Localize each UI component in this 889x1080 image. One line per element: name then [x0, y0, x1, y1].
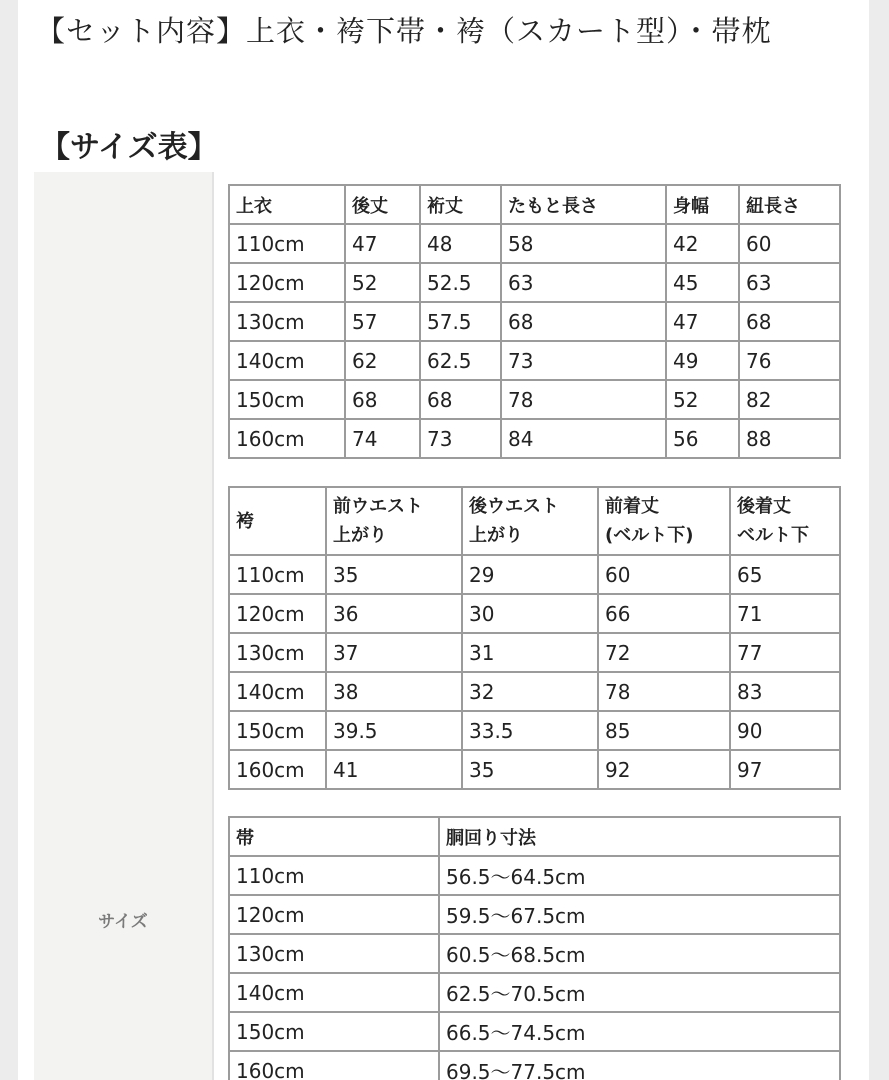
hakama-size-table	[228, 486, 841, 790]
table-cell: 73	[501, 341, 666, 380]
table-cell: 82	[739, 380, 840, 419]
table-cell: 37	[326, 633, 462, 672]
size-table-heading: 【サイズ表】	[40, 130, 218, 165]
header-line: ベルト下	[737, 525, 809, 546]
table-cell: 120cm	[229, 895, 439, 934]
table-cell: 47	[666, 302, 739, 341]
table-cell: 140cm	[229, 341, 345, 380]
top-garment-size-table	[228, 184, 841, 459]
header-cell	[462, 487, 598, 555]
table-cell: 84	[501, 419, 666, 458]
obi-size-table	[228, 816, 841, 1080]
table-cell: 97	[730, 750, 840, 789]
table-cell: 38	[326, 672, 462, 711]
header-line: 袴	[236, 510, 254, 532]
table-cell: 63	[501, 263, 666, 302]
table-cell: 78	[501, 380, 666, 419]
table-row	[229, 224, 840, 263]
table-cell: 130cm	[229, 302, 345, 341]
table-row	[229, 973, 840, 1012]
table-cell: 160cm	[229, 1051, 439, 1080]
table-cell: 47	[345, 224, 420, 263]
table-row	[229, 555, 840, 594]
page-content	[18, 0, 869, 1080]
header-cell	[326, 487, 462, 555]
header-line: 前着丈	[605, 496, 659, 517]
header-cell: たもと長さ	[501, 185, 666, 224]
table-row	[229, 895, 840, 934]
header-line: (ベルト下)	[605, 525, 694, 546]
header-cell	[229, 487, 326, 555]
header-cell: 裄丈	[420, 185, 501, 224]
table-cell: 49	[666, 341, 739, 380]
table-cell: 120cm	[229, 594, 326, 633]
table-cell: 60.5～68.5cm	[439, 934, 840, 973]
table-row	[229, 341, 840, 380]
table-cell: 160cm	[229, 750, 326, 789]
table-cell: 130cm	[229, 633, 326, 672]
header-line: 後ウエスト	[469, 496, 559, 517]
table-cell: 30	[462, 594, 598, 633]
table-cell: 90	[730, 711, 840, 750]
table-row	[229, 934, 840, 973]
header-cell: 胴回り寸法	[439, 817, 840, 856]
header-cell	[598, 487, 730, 555]
table-row	[229, 750, 840, 789]
header-cell: 身幅	[666, 185, 739, 224]
header-cell: 帯	[229, 817, 439, 856]
table-cell: 66.5～74.5cm	[439, 1012, 840, 1051]
table-row	[229, 594, 840, 633]
table-cell: 39.5	[326, 711, 462, 750]
table-row	[229, 380, 840, 419]
table-cell: 52.5	[420, 263, 501, 302]
table-cell: 92	[598, 750, 730, 789]
table-cell: 68	[420, 380, 501, 419]
header-line: 後着丈	[737, 496, 791, 517]
table-cell: 32	[462, 672, 598, 711]
size-label-column	[34, 172, 212, 1080]
table-row	[229, 419, 840, 458]
table-cell: 35	[462, 750, 598, 789]
table-cell: 69.5～77.5cm	[439, 1051, 840, 1080]
table-cell: 85	[598, 711, 730, 750]
table-cell: 62	[345, 341, 420, 380]
table-cell: 56.5～64.5cm	[439, 856, 840, 895]
table-cell: 62.5	[420, 341, 501, 380]
table-cell: 72	[598, 633, 730, 672]
table-cell: 59.5～67.5cm	[439, 895, 840, 934]
table-cell: 29	[462, 555, 598, 594]
table-cell: 60	[598, 555, 730, 594]
table-header-row	[229, 487, 840, 555]
table-cell: 36	[326, 594, 462, 633]
header-line: 上がり	[333, 525, 387, 546]
table-cell: 57	[345, 302, 420, 341]
table-cell: 48	[420, 224, 501, 263]
table-row	[229, 263, 840, 302]
table-row	[229, 302, 840, 341]
table-cell: 63	[739, 263, 840, 302]
header-line: 上がり	[469, 525, 523, 546]
table-cell: 150cm	[229, 1012, 439, 1051]
set-contents-text: 【セット内容】上衣・袴下帯・袴（スカート型）・帯枕	[36, 14, 772, 48]
column-divider	[212, 172, 214, 1080]
table-cell: 150cm	[229, 380, 345, 419]
header-line: 前ウエスト	[333, 496, 423, 517]
table-cell: 73	[420, 419, 501, 458]
table-header-row	[229, 185, 840, 224]
header-cell	[730, 487, 840, 555]
table-cell: 60	[739, 224, 840, 263]
table-row	[229, 711, 840, 750]
table-cell: 52	[345, 263, 420, 302]
table-cell: 52	[666, 380, 739, 419]
table-header-row	[229, 817, 840, 856]
table-cell: 71	[730, 594, 840, 633]
table-cell: 120cm	[229, 263, 345, 302]
table-cell: 57.5	[420, 302, 501, 341]
table-cell: 56	[666, 419, 739, 458]
table-cell: 130cm	[229, 934, 439, 973]
table-cell: 160cm	[229, 419, 345, 458]
table-cell: 68	[501, 302, 666, 341]
table-cell: 88	[739, 419, 840, 458]
table-cell: 140cm	[229, 973, 439, 1012]
header-cell: 紐長さ	[739, 185, 840, 224]
header-cell: 上衣	[229, 185, 345, 224]
table-cell: 74	[345, 419, 420, 458]
table-cell: 110cm	[229, 555, 326, 594]
table-cell: 41	[326, 750, 462, 789]
table-cell: 83	[730, 672, 840, 711]
table-cell: 110cm	[229, 856, 439, 895]
table-cell: 62.5～70.5cm	[439, 973, 840, 1012]
table-cell: 33.5	[462, 711, 598, 750]
table-row	[229, 856, 840, 895]
size-label: サイズ	[98, 912, 148, 932]
table-cell: 35	[326, 555, 462, 594]
table-row	[229, 633, 840, 672]
header-cell: 後丈	[345, 185, 420, 224]
table-cell: 68	[345, 380, 420, 419]
table-cell: 76	[739, 341, 840, 380]
table-cell: 68	[739, 302, 840, 341]
table-row	[229, 1051, 840, 1080]
table-cell: 31	[462, 633, 598, 672]
table-cell: 58	[501, 224, 666, 263]
table-cell: 140cm	[229, 672, 326, 711]
table-cell: 66	[598, 594, 730, 633]
table-cell: 78	[598, 672, 730, 711]
table-cell: 110cm	[229, 224, 345, 263]
table-cell: 150cm	[229, 711, 326, 750]
table-row	[229, 672, 840, 711]
table-cell: 42	[666, 224, 739, 263]
table-cell: 45	[666, 263, 739, 302]
table-cell: 65	[730, 555, 840, 594]
table-row	[229, 1012, 840, 1051]
table-cell: 77	[730, 633, 840, 672]
